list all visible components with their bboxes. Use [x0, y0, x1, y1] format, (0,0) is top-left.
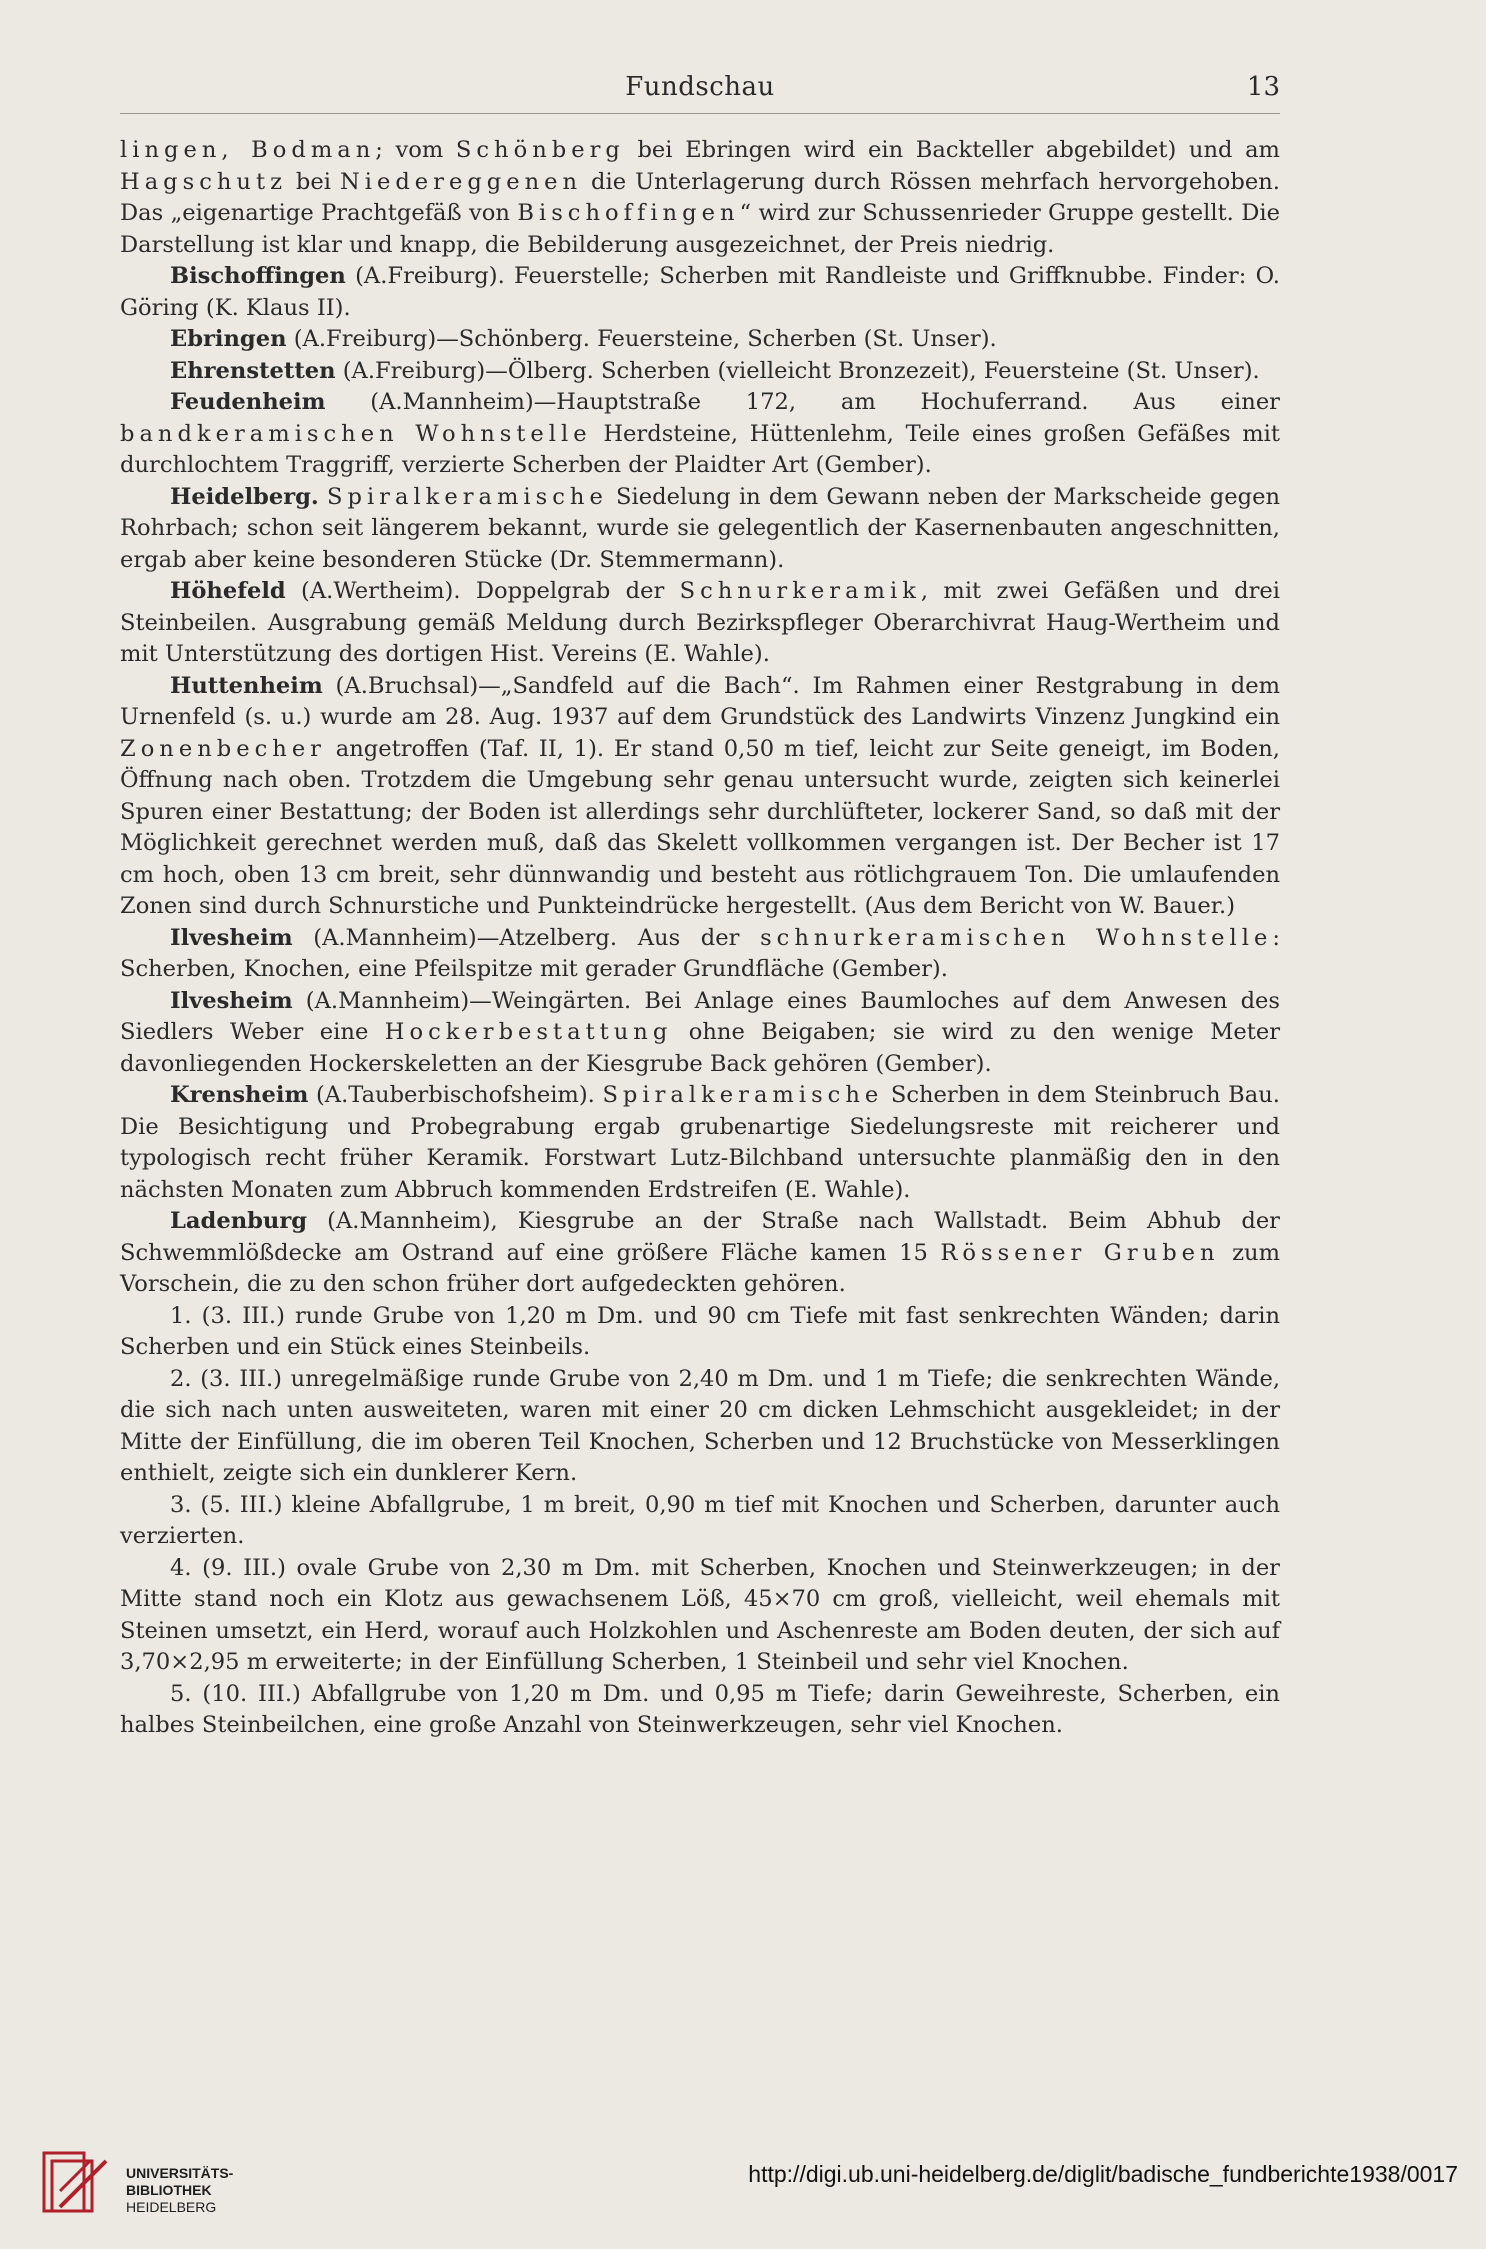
text-run: Scherben in dem Steinbruch Bau. Die Besichtigung und Probegrabung ergab grubenartige Siedelungsreste mit reicherer und typologisch recht früher Keramik. Forstwart Lutz-Bilchband untersuchte planmäßig den in den nächsten Monaten zum Abbruch kommenden Erdstreifen (E. Wahle).: [120, 1082, 1280, 1203]
emphasized-text: Bischoffingen: [517, 200, 740, 226]
text-run: zum Vorschein, die zu den schon früher dort aufgedeckten gehören.: [120, 1239, 1280, 1297]
logo-line-1: UNIVERSITÄTS-: [126, 2165, 234, 2181]
emphasized-text: Zonenbecher: [120, 735, 326, 762]
emphasized-text: Spiralkeramische: [327, 483, 608, 510]
continued-paragraph: [120, 135, 1280, 261]
running-title: Fundschau: [625, 72, 775, 102]
text-run: , mit zwei Gefäßen und drei Steinbeilen. Ausgrabung gemäß Meldung durch Bezirkspfleger Oberarchivrat Haug-Wertheim und mit Unterstützung des dortigen Hist. Vereins (E. Wahle).: [120, 578, 1280, 667]
page-number: 13: [1246, 72, 1280, 102]
running-header: [120, 72, 1280, 112]
logo-line-3: HEIDELBERG: [126, 2199, 217, 2215]
site-entry: [120, 576, 1280, 671]
site-name: Ehrenstetten: [170, 357, 336, 384]
source-url-link[interactable]: http://digi.ub.uni-heidelberg.de/diglit/badische_fundberichte1938/0017: [748, 2161, 1458, 2187]
text-run: (A.Mannheim)—Hauptstraße 172, am Hochuferrand. Aus einer: [325, 389, 1280, 415]
emphasized-text: Schnurkeramik: [679, 578, 921, 604]
text-run: (A.Freiburg)—Schönberg. Feuersteine, Scherben (St. Unser).: [286, 326, 997, 352]
emphasized-text: Niedereggenen: [339, 168, 583, 195]
text-run: “ wird zur Schussenrieder Gruppe gestellt. Die Darstellung ist klar und knapp, die Bebilderung ausgezeichnet, der Preis niedrig.: [120, 200, 1280, 258]
text-run: (A.Tauberbischofsheim).: [308, 1082, 603, 1108]
text-run: 4. (9. III.) ovale Grube von 2,30 m Dm. mit Scherben, Knochen und Steinwerkzeugen; in der Mitte stand noch ein Klotz aus gewachsenem Löß, 45×70 cm groß, vielleicht, weil ehemals mit Steinen umsetzt, ein Herd, worauf auch Holzkohlen und Aschenreste am Boden deuten, der sich auf 3,70×2,95 m erweiterte; in der Einfüllung Scherben, 1 Steinbeil und sehr viel Knochen.: [120, 1554, 1280, 1675]
library-logo-icon: [40, 2147, 112, 2219]
text-run: [319, 484, 327, 510]
logo-line-2: BIBLIOTHEK: [126, 2182, 212, 2198]
emphasized-text: schnurkeramischen Wohnstelle: [760, 924, 1273, 951]
numbered-paragraph: [120, 1364, 1280, 1490]
site-name: Bischoffingen: [170, 263, 346, 289]
site-name: Krensheim: [170, 1082, 309, 1108]
text-run: die Unterlagerung durch Rössen mehrfach hervorgehoben. Das „eigenartige Prachtgefäß von: [120, 168, 1280, 226]
emphasized-text: bandkeramischen Wohnstelle: [120, 420, 592, 447]
text-run: 1. (3. III.) runde Grube von 1,20 m Dm. und 90 cm Tiefe mit fast senkrechten Wänden; darin Scherben und ein Stück eines Steinbeils.: [120, 1302, 1280, 1360]
site-name: Höhefeld: [170, 578, 286, 604]
numbered-paragraph: [120, 1490, 1280, 1553]
site-entry: [120, 986, 1280, 1081]
text-run: bei: [286, 168, 340, 195]
emphasized-text: Rössener Gruben: [940, 1239, 1220, 1266]
text-run: (A.Freiburg). Feuerstelle; Scherben mit Randleiste und Griffknubbe. Finder: O. Göring (K. Klaus II).: [120, 263, 1280, 321]
text-run: 5. (10. III.) Abfallgrube von 1,20 m Dm. und 0,95 m Tiefe; darin Geweihreste, Scherben, ein halbes Steinbeilchen, eine große Anzahl von Steinwerkzeugen, sehr viel Knochen.: [120, 1680, 1280, 1738]
site-entry: [120, 482, 1280, 577]
site-entry: [120, 1206, 1280, 1301]
text-run: (A.Mannheim), Kiesgrube an der Straße nach Wallstadt. Beim Abhub der Schwemmlößdecke am Ostrand auf eine größere Fläche kamen 15: [120, 1208, 1280, 1266]
site-name: Heidelberg.: [170, 483, 319, 510]
text-run: (A.Bruchsal)—„Sandfeld auf die Bach“. Im Rahmen einer Restgrabung in dem Urnenfeld (s. u.) wurde am 28. Aug. 1937 auf dem Grundstück des Landwirts Vinzenz Jungkind ein: [120, 672, 1280, 730]
text-run: 2. (3. III.) unregelmäßige runde Grube von 2,40 m Dm. und 1 m Tiefe; die senkrechten Wände, die sich nach unten ausweiteten, waren mit einer 20 cm dicken Lehmschicht ausgekleidet; in der Mitte der Einfüllung, die im oberen Teil Knochen, Scherben und 12 Bruchstücke von Messerklingen enthielt, zeigte sich ein dunklerer Kern.: [120, 1365, 1280, 1486]
site-entry: [120, 671, 1280, 923]
text-run: ; vom: [375, 137, 456, 163]
site-name: Feudenheim: [170, 389, 326, 415]
text-run: 3. (5. III.) kleine Abfallgrube, 1 m breit, 0,90 m tief mit Knochen und Scherben, darunter auch verzierten.: [120, 1491, 1280, 1549]
library-logo[interactable]: [40, 2147, 300, 2227]
site-entry: [120, 387, 1280, 482]
site-name: Ilvesheim: [170, 987, 293, 1014]
numbered-paragraph: [120, 1301, 1280, 1364]
text-run: (A.Freiburg)—Ölberg. Scherben (vielleicht Bronzezeit), Feuersteine (St. Unser).: [335, 357, 1260, 384]
numbered-paragraph: [120, 1553, 1280, 1679]
site-name: Ladenburg: [170, 1208, 308, 1234]
emphasized-text: lingen, Bodman: [120, 137, 376, 163]
site-entry: [120, 324, 1280, 356]
text-run: Siedelung in dem Gewann neben der Markscheide gegen Rohrbach; schon seit längerem bekannt, wurde sie gelegentlich der Kasernenbauten angeschnitten, ergab aber keine besonderen Stücke (Dr. Stemmermann).: [120, 483, 1280, 573]
text-run: (A.Mannheim)—Atzelberg. Aus der: [292, 924, 761, 951]
text-run: (A.Wertheim). Doppelgrab der: [285, 578, 680, 604]
site-name: Ilvesheim: [170, 924, 293, 951]
site-name: Ebringen: [170, 326, 287, 352]
site-entry: [120, 356, 1280, 388]
text-run: Herdsteine, Hüttenlehm, Teile eines großen Gefäßes mit durchlochtem Traggriff, verzierte Scherben der Plaidter Art (Gember).: [120, 420, 1280, 478]
emphasized-text: Hockerbestattung: [384, 1019, 673, 1045]
text-run: : Scherben, Knochen, eine Pfeilspitze mit gerader Grundfläche (Gember).: [120, 924, 1281, 982]
header-rule: [120, 113, 1280, 114]
numbered-paragraph: [120, 1679, 1280, 1742]
site-entry: [120, 923, 1280, 986]
emphasized-text: Spiralkeramische: [602, 1082, 884, 1108]
text-run: ohne Beigaben; sie wird zu den wenige Meter davonliegenden Hockerskeletten an der Kiesgrube Back gehören (Gember).: [120, 1019, 1280, 1077]
text-run: angetroffen (Taf. II, 1). Er stand 0,50 m tief, leicht zur Seite geneigt, im Boden, Öffnung nach oben. Trotzdem die Umgebung sehr genau untersucht wurde, zeigten sich keinerlei Spuren einer Bestattung; der Boden ist allerdings sehr durchlüfteter, lockerer Sand, so daß mit der Möglichkeit gerechnet werden muß, daß das Skelett vollkommen vergangen ist. Der Becher ist 17 cm hoch, oben 13 cm breit, sehr dünnwandig und besteht aus rötlichgrauem Ton. Die umlaufenden Zonen sind durch Schnurstiche und Punkteindrücke hergestellt. (Aus dem Bericht von W. Bauer.): [120, 735, 1280, 919]
emphasized-text: Hagschutz: [120, 168, 287, 195]
text-run: bei Ebringen wird ein Backteller abgebildet) und am: [624, 137, 1280, 163]
site-entry: [120, 1080, 1280, 1206]
emphasized-text: Schönberg: [455, 137, 625, 163]
site-entry: [120, 261, 1280, 324]
site-name: Huttenheim: [170, 672, 323, 699]
text-run: (A.Mannheim)—Weingärten. Bei Anlage eines Baumloches auf dem Anwesen des Siedlers Weber eine: [120, 987, 1280, 1045]
article-body: [120, 135, 1280, 1742]
library-logo-text: [126, 2165, 233, 2216]
